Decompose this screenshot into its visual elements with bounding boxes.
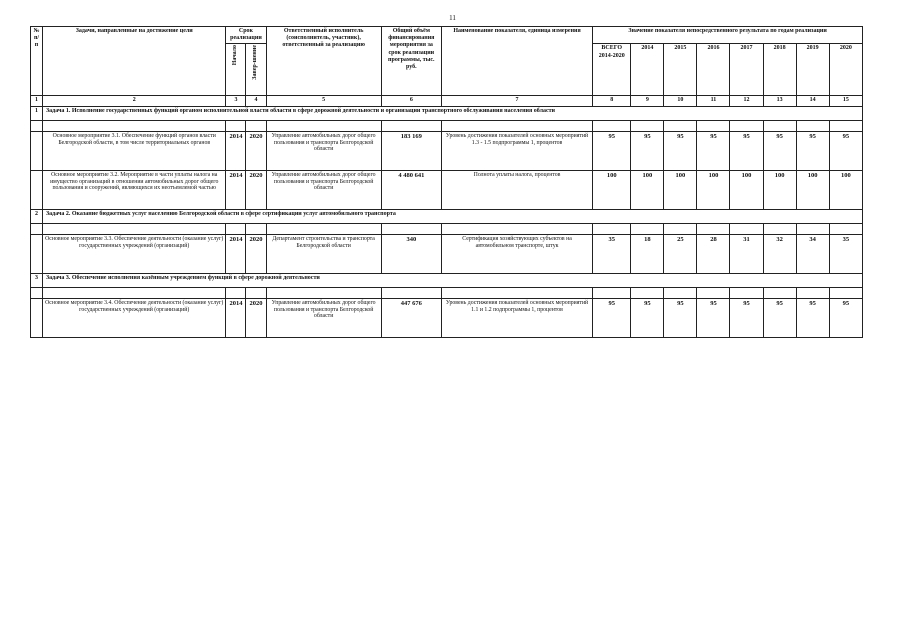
column-number: 14: [796, 96, 829, 106]
empty-cell: [43, 287, 226, 298]
column-number: 3: [226, 96, 246, 106]
value-year: 100: [664, 170, 697, 209]
empty-cell: [763, 120, 796, 131]
empty-cell: [796, 223, 829, 234]
value-year: 32: [763, 234, 796, 273]
funding-volume: 447 676: [381, 298, 441, 337]
column-number: 13: [763, 96, 796, 106]
measure-row: [31, 131, 863, 170]
header-row: [31, 27, 863, 44]
measure-row: [31, 298, 863, 337]
executor: Управление автомобильных дорог общего пользования и транспорта Белгородской области: [266, 131, 381, 170]
header-values-title: Значение показателя непосредственного результата по годам реализации: [593, 27, 863, 44]
header-volume: Общий объём финансирования мероприятия за срок реализации программы, тыс. руб.: [381, 27, 441, 96]
empty-cell: [730, 223, 763, 234]
task-title: Задача 3. Обеспечение исполнения казённым учреждением функций в сфере дорожной деятельности: [43, 273, 863, 287]
value-year: 100: [763, 170, 796, 209]
task-number: 3: [31, 273, 43, 287]
spacer-row: [31, 120, 863, 131]
spacer-row: [31, 287, 863, 298]
value-total: 95: [593, 131, 631, 170]
header-end: Завер-шение: [246, 44, 266, 96]
start-year: 2014: [226, 131, 246, 170]
start-year: 2014: [226, 234, 246, 273]
empty-cell: [763, 287, 796, 298]
row-number: [31, 131, 43, 170]
header-executor: Ответственный исполнитель (соисполнитель, участник), ответственный за реализацию: [266, 27, 381, 96]
value-year: 100: [730, 170, 763, 209]
value-year: 95: [763, 131, 796, 170]
value-year: 100: [631, 170, 664, 209]
empty-cell: [441, 223, 592, 234]
end-year: 2020: [246, 131, 266, 170]
value-year: 95: [796, 298, 829, 337]
empty-cell: [31, 223, 43, 234]
empty-cell: [246, 120, 266, 131]
empty-cell: [441, 287, 592, 298]
indicator-name: Полнота уплаты налога, процентов: [441, 170, 592, 209]
empty-cell: [266, 120, 381, 131]
empty-cell: [796, 287, 829, 298]
empty-cell: [226, 223, 246, 234]
value-year: 95: [829, 131, 862, 170]
measure-name: Основное мероприятие 3.4. Обеспечение деятельности (оказание услуг) государственных учреждений (организаций): [43, 298, 226, 337]
task-row: [31, 209, 863, 223]
empty-cell: [31, 287, 43, 298]
task-number: 2: [31, 209, 43, 223]
executor: Управление автомобильных дорог общего пользования и транспорта Белгородской области: [266, 170, 381, 209]
funding-volume: 340: [381, 234, 441, 273]
measure-name: Основное мероприятие 3.1. Обеспечение функций органов власти Белгородской области, в том числе территориальных органов: [43, 131, 226, 170]
value-year: 35: [829, 234, 862, 273]
header-year: 2017: [730, 44, 763, 96]
value-year: 95: [763, 298, 796, 337]
measure-name: Основное мероприятие 3.3. Обеспечение деятельности (оказание услуг) государственных учреждений (организаций): [43, 234, 226, 273]
empty-cell: [226, 287, 246, 298]
value-year: 95: [631, 131, 664, 170]
empty-cell: [664, 223, 697, 234]
spacer-row: [31, 223, 863, 234]
header-year: 2014: [631, 44, 664, 96]
indicators-table: [30, 26, 863, 338]
executor: Управление автомобильных дорог общего пользования и транспорта Белгородской области: [266, 298, 381, 337]
value-year: 28: [697, 234, 730, 273]
value-year: 95: [829, 298, 862, 337]
empty-cell: [31, 120, 43, 131]
empty-cell: [631, 287, 664, 298]
header-year: 2018: [763, 44, 796, 96]
value-total: 35: [593, 234, 631, 273]
task-row: [31, 273, 863, 287]
value-total: 100: [593, 170, 631, 209]
column-number: 4: [246, 96, 266, 106]
empty-cell: [664, 120, 697, 131]
empty-cell: [631, 223, 664, 234]
row-number: [31, 298, 43, 337]
empty-cell: [631, 120, 664, 131]
empty-cell: [593, 120, 631, 131]
empty-cell: [381, 120, 441, 131]
header-total: ВСЕГО 2014-2020: [593, 44, 631, 96]
empty-cell: [763, 223, 796, 234]
value-year: 95: [730, 131, 763, 170]
column-number: 5: [266, 96, 381, 106]
value-year: 95: [697, 131, 730, 170]
empty-cell: [441, 120, 592, 131]
header-year: 2020: [829, 44, 862, 96]
column-number: 10: [664, 96, 697, 106]
empty-cell: [664, 287, 697, 298]
column-number: 8: [593, 96, 631, 106]
funding-volume: 4 480 641: [381, 170, 441, 209]
value-year: 100: [796, 170, 829, 209]
funding-volume: 183 169: [381, 131, 441, 170]
empty-cell: [246, 287, 266, 298]
header-indicator: Наименование показателя, единица измерения: [441, 27, 592, 96]
value-year: 18: [631, 234, 664, 273]
header-term: Срок реализации: [226, 27, 266, 44]
column-number: 2: [43, 96, 226, 106]
empty-cell: [381, 287, 441, 298]
empty-cell: [593, 287, 631, 298]
column-number: 12: [730, 96, 763, 106]
value-total: 95: [593, 298, 631, 337]
column-number: 15: [829, 96, 862, 106]
task-number: 1: [31, 106, 43, 120]
empty-cell: [43, 120, 226, 131]
value-year: 95: [664, 298, 697, 337]
column-number: 1: [31, 96, 43, 106]
measure-row: [31, 170, 863, 209]
task-title: Задача 2. Оказание бюджетных услуг населению Белгородской области в сфере сертификации услуг автомобильного транспорта: [43, 209, 863, 223]
column-number: 9: [631, 96, 664, 106]
value-year: 95: [664, 131, 697, 170]
empty-cell: [796, 120, 829, 131]
indicator-name: Сертификация хозяйствующих субъектов на автомобильном транспорте, штук: [441, 234, 592, 273]
value-year: 34: [796, 234, 829, 273]
executor: Департамент строительства и транспорта Белгородской области: [266, 234, 381, 273]
empty-cell: [266, 287, 381, 298]
empty-cell: [697, 120, 730, 131]
empty-cell: [829, 287, 862, 298]
header-year: 2016: [697, 44, 730, 96]
empty-cell: [730, 120, 763, 131]
measure-name: Основное мероприятие 3.2. Мероприятие в части уплаты налога на имущество организаций в отношении автомобильных дорог общего пользования и сооружений, являющихся их неотъемлемой частью: [43, 170, 226, 209]
value-year: 95: [796, 131, 829, 170]
indicator-name: Уровень достижения показателей основных мероприятий 1.3 - 1.5 подпрограммы 1, процентов: [441, 131, 592, 170]
start-year: 2014: [226, 298, 246, 337]
start-year: 2014: [226, 170, 246, 209]
empty-cell: [381, 223, 441, 234]
value-year: 100: [697, 170, 730, 209]
value-year: 95: [631, 298, 664, 337]
end-year: 2020: [246, 298, 266, 337]
empty-cell: [43, 223, 226, 234]
empty-cell: [226, 120, 246, 131]
indicator-name: Уровень достижения показателей основных мероприятий 1.1 и 1.2 подпрограммы 1, процентов: [441, 298, 592, 337]
empty-cell: [829, 223, 862, 234]
column-number: 11: [697, 96, 730, 106]
value-year: 95: [697, 298, 730, 337]
task-row: [31, 106, 863, 120]
header-year: 2015: [664, 44, 697, 96]
empty-cell: [593, 223, 631, 234]
row-number: [31, 170, 43, 209]
value-year: 95: [730, 298, 763, 337]
column-number: 7: [441, 96, 592, 106]
measure-row: [31, 234, 863, 273]
value-year: 100: [829, 170, 862, 209]
empty-cell: [266, 223, 381, 234]
end-year: 2020: [246, 234, 266, 273]
row-number: [31, 234, 43, 273]
header-tasks: Задачи, направленные на достижение цели: [43, 27, 226, 96]
empty-cell: [697, 223, 730, 234]
value-year: 31: [730, 234, 763, 273]
page-number: 11: [449, 14, 456, 22]
task-title: Задача 1. Исполнение государственных функций органом исполнительной власти области в сфере дорожной деятельности и организации транспортного обслуживания населения области: [43, 106, 863, 120]
empty-cell: [829, 120, 862, 131]
header-year: 2019: [796, 44, 829, 96]
empty-cell: [730, 287, 763, 298]
empty-cell: [246, 223, 266, 234]
value-year: 25: [664, 234, 697, 273]
header-num: № п/п: [31, 27, 43, 96]
end-year: 2020: [246, 170, 266, 209]
column-numbers-row: [31, 96, 863, 106]
header-start: Начало: [226, 44, 246, 96]
empty-cell: [697, 287, 730, 298]
column-number: 6: [381, 96, 441, 106]
